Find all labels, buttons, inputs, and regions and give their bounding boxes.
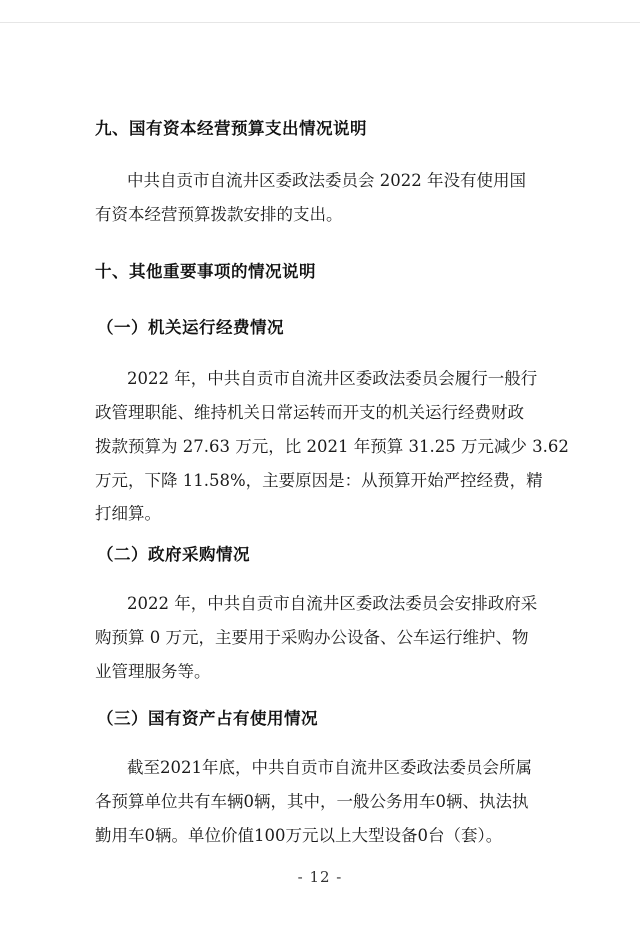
paragraph-line: 政管理职能、维持机关日常运转而开支的机关运行经费财政	[95, 403, 524, 422]
section-heading-ten: 十、其他重要事项的情况说明	[95, 262, 316, 281]
paragraph-line: 有资本经营预算拨款安排的支出。	[95, 205, 343, 224]
paragraph-line: 拨款预算为 27.63 万元，比 2021 年预算 31.25 万元减少 3.62	[95, 437, 569, 456]
subsection-heading-two: （二）政府采购情况	[97, 545, 250, 564]
paragraph-line: 万元，下降 11.58%，主要原因是：从预算开始严控经费，精	[95, 471, 543, 490]
paragraph-line: 2022 年，中共自贡市自流井区委政法委员会安排政府采	[127, 594, 538, 613]
paragraph-line: 打细算。	[95, 504, 161, 523]
page-number: - 12 -	[297, 868, 343, 886]
paragraph-line: 各预算单位共有车辆0辆，其中，一般公务用车0辆、执法执	[95, 792, 529, 811]
paragraph-line: 业管理服务等。	[95, 662, 211, 681]
paragraph-line: 购预算 0 万元，主要用于采购办公设备、公车运行维护、物	[95, 628, 529, 647]
section-heading-nine: 九、国有资本经营预算支出情况说明	[95, 119, 367, 138]
paragraph-line: 中共自贡市自流井区委政法委员会 2022 年没有使用国	[127, 171, 526, 190]
subsection-heading-three: （三）国有资产占有使用情况	[97, 709, 318, 728]
paragraph-line: 截至2021年底，中共自贡市自流井区委政法委员会所属	[127, 758, 532, 777]
paragraph-line: 勤用车0辆。单位价值100万元以上大型设备0台（套）。	[95, 826, 503, 845]
top-divider	[0, 22, 640, 23]
paragraph-line: 2022 年，中共自贡市自流井区委政法委员会履行一般行	[127, 369, 538, 388]
subsection-heading-one: （一）机关运行经费情况	[97, 318, 284, 337]
